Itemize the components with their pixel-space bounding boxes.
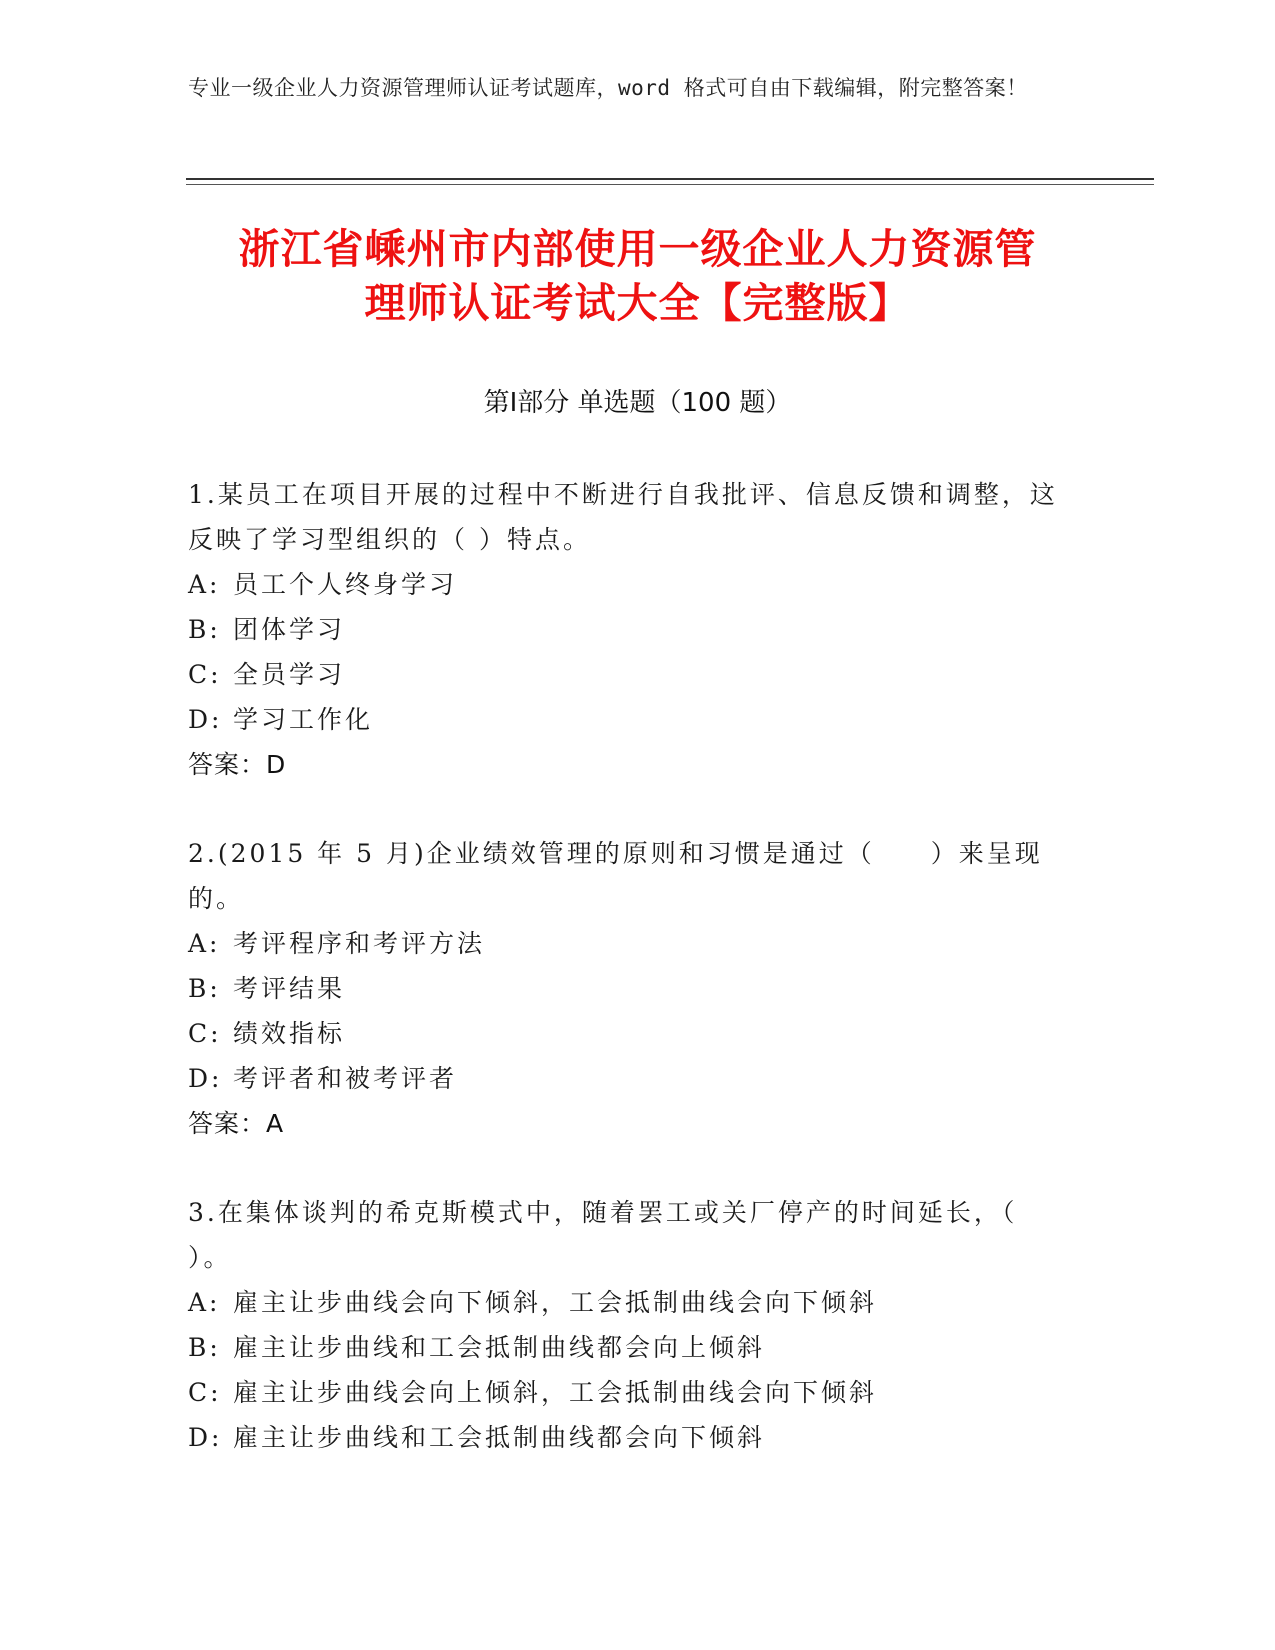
option-text: 考评者和被考评者 [233,1064,458,1093]
option-letter: A: [188,570,221,599]
option-text: 雇主让步曲线和工会抵制曲线都会向上倾斜 [233,1333,766,1362]
option-letter: C: [188,660,222,689]
option-b [188,607,1068,652]
option-letter: B: [188,615,221,644]
option-letter: D: [188,1423,223,1452]
section-heading: 第Ⅰ部分 单选题（100 题） [483,388,792,418]
option-d [188,1415,1068,1460]
option-d [188,697,1068,742]
answer-line: 答案：A [188,1109,285,1138]
option-letter: D: [188,1064,223,1093]
option-letter: B: [188,1333,221,1362]
question-list [188,472,1068,1504]
option-a [188,562,1068,607]
option-text: 考评程序和考评方法 [233,929,486,958]
answer-line: 答案：D [188,750,287,779]
header-divider-thin [186,184,1154,185]
option-text: 全员学习 [233,660,346,689]
option-text: 考评结果 [233,974,346,1003]
document-title [160,222,1115,330]
option-letter: C: [188,1019,222,1048]
option-c [188,1011,1068,1056]
question-stem: 1.某员工在项目开展的过程中不断进行自我批评、信息反馈和调整，这反映了学习型组织的（ ）特点。 [188,480,1058,554]
option-letter: C: [188,1378,222,1407]
option-a [188,1280,1068,1325]
option-letter: B: [188,974,221,1003]
option-text: 团体学习 [233,615,346,644]
option-text: 雇主让步曲线会向下倾斜，工会抵制曲线会向下倾斜 [233,1288,878,1317]
option-letter: D: [188,705,223,734]
option-text: 雇主让步曲线会向上倾斜，工会抵制曲线会向下倾斜 [233,1378,878,1407]
option-c [188,1370,1068,1415]
option-b [188,1325,1068,1370]
option-letter: A: [188,929,221,958]
question-item [188,831,1068,1146]
option-text: 绩效指标 [233,1019,346,1048]
question-item [188,1190,1068,1460]
option-d [188,1056,1068,1101]
option-letter: A: [188,1288,221,1317]
option-text: 雇主让步曲线和工会抵制曲线都会向下倾斜 [233,1423,766,1452]
question-stem: 2.(2015 年 5 月)企业绩效管理的原则和习惯是通过（ ）来呈现的。 [188,839,1043,913]
question-item [188,472,1068,787]
option-c [188,652,1068,697]
question-stem: 3.在集体谈判的希克斯模式中，随着罢工或关厂停产的时间延长，（ ）。 [188,1198,1018,1272]
document-title-line-2: 理师认证考试大全【完整版】 [364,279,911,327]
option-a [188,921,1068,966]
document-title-line-1: 浙江省嵊州市内部使用一级企业人力资源管 [238,225,1037,273]
option-text: 员工个人终身学习 [233,570,458,599]
option-b [188,966,1068,1011]
option-text: 学习工作化 [233,705,374,734]
header-note: 专业一级企业人力资源管理师认证考试题库，word 格式可自由下载编辑，附完整答案！ [188,76,1028,100]
header-divider-thick [186,178,1154,180]
